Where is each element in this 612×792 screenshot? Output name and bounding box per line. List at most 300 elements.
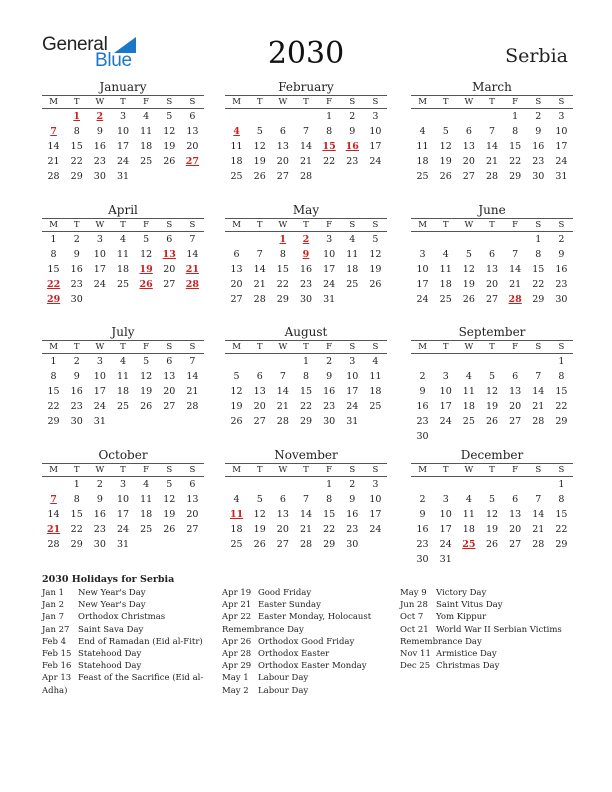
weekday-label: T — [442, 342, 449, 352]
day-cell: 24 — [116, 524, 130, 535]
month-july — [42, 324, 204, 429]
weekday-label: S — [372, 465, 379, 475]
day-cell: 5 — [488, 494, 496, 505]
day-cell — [504, 477, 527, 492]
week-row — [225, 232, 387, 247]
holiday-day: 13 — [162, 249, 176, 260]
day-cell: 23 — [93, 524, 106, 535]
day-cell: 26 — [253, 171, 266, 182]
day-cell: 20 — [186, 141, 199, 152]
day-cell: 22 — [299, 401, 313, 412]
day-cell: 29 — [276, 294, 289, 305]
day-cell: 27 — [462, 171, 475, 182]
day-cell — [135, 292, 158, 307]
day-cell: 2 — [558, 234, 565, 245]
holiday-day: 1 — [279, 234, 287, 245]
day-cell: 18 — [140, 509, 153, 520]
day-cell: 10 — [116, 494, 130, 505]
month-name: December — [460, 448, 524, 462]
day-cell: 5 — [166, 111, 173, 122]
day-cell: 7 — [535, 371, 542, 382]
day-cell: 6 — [465, 126, 472, 137]
day-cell: 31 — [555, 171, 568, 182]
weekday-label: F — [143, 97, 150, 107]
weekday-label: T — [73, 465, 80, 475]
day-cell: 17 — [116, 509, 130, 520]
holiday-date: May 1 — [222, 673, 249, 684]
weekday-label: T — [120, 97, 126, 107]
day-cell: 1 — [302, 356, 310, 367]
holiday-date: Apr 22 — [222, 612, 252, 623]
weekday-label: W — [278, 220, 288, 230]
day-cell: 20 — [163, 264, 176, 275]
day-cell: 11 — [140, 126, 153, 137]
day-cell: 13 — [509, 509, 522, 520]
holidays-title: 2030 Holidays for Serbia — [42, 574, 175, 585]
day-cell: 15 — [323, 509, 336, 520]
holiday-name: Orthodox Christmas — [78, 612, 166, 623]
day-cell: 5 — [488, 371, 496, 382]
weekday-label: W — [95, 220, 105, 230]
day-cell: 16 — [323, 386, 336, 397]
weekday-header — [42, 340, 204, 354]
holiday-date: Apr 29 — [222, 661, 252, 672]
day-cell: 29 — [70, 171, 83, 182]
week-row — [411, 354, 573, 369]
weekday-label: M — [418, 220, 427, 230]
month-april — [42, 202, 204, 307]
day-cell: 7 — [279, 371, 286, 382]
day-cell: 19 — [253, 524, 266, 535]
weekday-label: M — [49, 220, 58, 230]
day-cell: 12 — [140, 249, 153, 260]
day-cell: 13 — [163, 371, 176, 382]
day-cell: 1 — [326, 479, 333, 490]
day-cell: 4 — [465, 371, 472, 382]
weekday-label: S — [166, 342, 173, 352]
week-row — [225, 292, 387, 307]
weekday-label: M — [49, 465, 58, 475]
week-row — [411, 429, 573, 444]
day-cell: 31 — [346, 416, 359, 427]
day-cell — [181, 537, 204, 552]
week-row — [411, 414, 573, 429]
week-row — [225, 109, 387, 124]
weekday-label: M — [418, 97, 427, 107]
day-cell — [42, 109, 65, 124]
weekday-header — [225, 340, 387, 354]
day-cell: 7 — [189, 234, 196, 245]
holiday-name: Saint Vitus Day — [436, 600, 503, 611]
weekday-header — [225, 463, 387, 477]
day-cell: 23 — [323, 401, 336, 412]
week-row — [225, 399, 387, 414]
day-cell: 13 — [186, 494, 199, 505]
holiday-item — [400, 587, 570, 599]
day-cell: 6 — [233, 249, 240, 260]
month-may — [225, 202, 387, 307]
week-row — [225, 247, 387, 262]
week-row — [225, 522, 387, 537]
day-cell: 18 — [416, 156, 429, 167]
day-cell: 3 — [442, 371, 449, 382]
day-cell: 27 — [276, 171, 289, 182]
day-cell: 11 — [116, 249, 130, 260]
day-cell: 10 — [116, 126, 130, 137]
holiday-day: 26 — [139, 279, 153, 290]
holiday-name: Feast of the Sacrifice (Eid al-Adha) — [42, 673, 204, 696]
day-cell: 14 — [299, 509, 313, 520]
weekday-label: M — [232, 97, 241, 107]
day-cell — [158, 537, 181, 552]
day-cell: 18 — [116, 264, 130, 275]
weekday-label: T — [489, 342, 495, 352]
day-cell: 10 — [439, 509, 452, 520]
day-cell: 9 — [73, 371, 80, 382]
weekday-label: T — [256, 97, 263, 107]
day-cell: 2 — [349, 111, 356, 122]
holiday-name: New Year's Day — [78, 600, 146, 611]
holiday-name: Labour Day — [258, 673, 309, 684]
day-cell: 2 — [349, 479, 356, 490]
day-cell: 8 — [558, 371, 565, 382]
day-cell: 17 — [555, 141, 568, 152]
day-cell: 19 — [485, 401, 499, 412]
day-cell: 8 — [535, 249, 542, 260]
day-cell: 24 — [346, 401, 359, 412]
day-cell: 11 — [346, 249, 359, 260]
holiday-item — [42, 660, 212, 672]
holiday-day: 28 — [508, 294, 522, 305]
day-cell: 24 — [93, 401, 106, 412]
holiday-date: Apr 21 — [222, 600, 252, 611]
day-cell: 6 — [512, 371, 519, 382]
month-october — [42, 447, 204, 552]
day-cell: 18 — [230, 524, 243, 535]
day-cell: 11 — [230, 141, 243, 152]
day-cell: 5 — [143, 234, 150, 245]
day-cell — [457, 109, 480, 124]
holiday-name: Statehood Day — [78, 661, 142, 672]
holiday-name: Orthodox Easter Monday — [258, 661, 367, 672]
weekday-label: S — [372, 342, 379, 352]
holiday-item — [400, 648, 570, 660]
day-cell — [480, 552, 503, 567]
day-cell — [248, 354, 271, 369]
weekday-label: S — [558, 342, 565, 352]
weekday-label: S — [189, 220, 196, 230]
day-cell — [135, 169, 158, 184]
day-cell: 28 — [276, 416, 289, 427]
day-cell: 8 — [50, 371, 57, 382]
weekday-header — [411, 218, 573, 232]
week-row — [42, 154, 204, 169]
day-cell — [434, 354, 457, 369]
weekday-label: S — [535, 97, 542, 107]
day-cell — [480, 429, 503, 444]
day-cell — [271, 354, 294, 369]
day-cell: 11 — [462, 386, 475, 397]
week-row — [411, 292, 573, 307]
day-cell: 16 — [555, 264, 568, 275]
weekday-label: S — [189, 465, 196, 475]
day-cell: 31 — [439, 554, 452, 565]
weekday-label: T — [73, 342, 80, 352]
day-cell — [411, 109, 434, 124]
weekday-label: T — [256, 465, 263, 475]
day-cell: 24 — [323, 279, 336, 290]
day-cell: 11 — [116, 371, 130, 382]
logo-blue-text: Blue — [95, 50, 132, 71]
week-row — [225, 124, 387, 139]
holiday-day: 19 — [139, 264, 153, 275]
day-cell: 22 — [47, 401, 60, 412]
holiday-name: Armistice Day — [436, 649, 497, 660]
holiday-date: Oct 7 — [400, 612, 424, 623]
day-cell: 24 — [116, 156, 130, 167]
weekday-label: W — [95, 342, 105, 352]
day-cell: 13 — [186, 126, 199, 137]
holiday-item — [222, 660, 392, 672]
day-cell: 30 — [93, 171, 106, 182]
day-cell: 28 — [299, 171, 313, 182]
day-cell: 4 — [372, 356, 379, 367]
day-cell: 26 — [485, 539, 499, 550]
day-cell: 3 — [372, 111, 379, 122]
week-row — [225, 154, 387, 169]
weekday-label: S — [166, 465, 173, 475]
holiday-date: Feb 15 — [42, 649, 72, 660]
holiday-date: Jun 28 — [400, 600, 428, 611]
country-name: Serbia — [505, 45, 568, 67]
holiday-day: 21 — [185, 264, 200, 275]
day-cell: 6 — [189, 111, 196, 122]
day-cell: 28 — [47, 171, 60, 182]
day-cell: 26 — [253, 539, 266, 550]
day-cell — [504, 552, 527, 567]
weekday-label: F — [326, 220, 333, 230]
day-cell: 12 — [439, 141, 452, 152]
day-cell: 13 — [509, 386, 522, 397]
day-cell: 22 — [532, 279, 545, 290]
day-cell: 15 — [276, 264, 289, 275]
day-cell: 30 — [299, 294, 313, 305]
week-row — [42, 292, 204, 307]
day-cell: 30 — [93, 539, 106, 550]
day-cell: 18 — [140, 141, 153, 152]
day-cell: 6 — [488, 249, 496, 260]
day-cell: 30 — [416, 431, 429, 442]
day-cell: 13 — [253, 386, 266, 397]
holiday-name: World War II Serbian Victims Remembrance Day — [400, 624, 562, 647]
day-cell: 9 — [349, 494, 356, 505]
day-cell — [225, 477, 248, 492]
month-august — [225, 324, 387, 429]
day-cell: 29 — [555, 416, 568, 427]
day-cell — [527, 429, 550, 444]
day-cell — [88, 292, 111, 307]
day-cell — [271, 109, 294, 124]
day-cell: 18 — [462, 401, 475, 412]
day-cell: 30 — [416, 554, 429, 565]
day-cell — [225, 354, 248, 369]
day-cell: 7 — [189, 356, 196, 367]
holiday-item — [400, 624, 570, 648]
day-cell: 17 — [346, 386, 359, 397]
day-cell — [550, 429, 573, 444]
day-cell — [225, 232, 248, 247]
day-cell: 3 — [442, 494, 449, 505]
day-cell: 25 — [439, 294, 452, 305]
day-cell — [158, 169, 181, 184]
holiday-date: Apr 26 — [222, 636, 252, 647]
week-row — [225, 354, 387, 369]
day-cell: 4 — [143, 111, 150, 122]
day-cell: 5 — [442, 126, 449, 137]
day-cell: 5 — [166, 479, 173, 490]
weekday-label: F — [326, 342, 333, 352]
holiday-name: Christmas Day — [436, 661, 500, 672]
weekday-label: T — [442, 220, 449, 230]
day-cell: 2 — [326, 356, 333, 367]
weekday-label: W — [464, 97, 474, 107]
week-row — [225, 262, 387, 277]
day-cell — [364, 537, 387, 552]
weekday-label: S — [349, 97, 356, 107]
day-cell — [480, 232, 503, 247]
week-row — [42, 414, 204, 429]
week-row — [42, 124, 204, 139]
day-cell: 3 — [419, 249, 426, 260]
day-cell: 3 — [119, 111, 127, 122]
holiday-day: 7 — [50, 126, 57, 137]
weekday-label: S — [189, 342, 196, 352]
week-row — [411, 124, 573, 139]
holiday-date: Apr 19 — [222, 588, 252, 598]
day-cell: 21 — [186, 386, 199, 397]
day-cell — [457, 477, 480, 492]
day-cell: 12 — [369, 249, 382, 260]
day-cell: 9 — [419, 386, 426, 397]
day-cell: 13 — [485, 264, 499, 275]
day-cell: 14 — [47, 141, 60, 152]
week-row — [411, 232, 573, 247]
holiday-item — [222, 685, 392, 697]
day-cell: 23 — [555, 279, 568, 290]
day-cell: 27 — [509, 416, 522, 427]
day-cell: 15 — [70, 141, 83, 152]
day-cell — [434, 232, 457, 247]
day-cell — [271, 477, 294, 492]
day-cell: 10 — [323, 249, 336, 260]
day-cell: 14 — [47, 509, 60, 520]
day-cell: 15 — [555, 386, 568, 397]
holiday-item — [42, 599, 212, 611]
week-row — [42, 507, 204, 522]
day-cell — [434, 109, 457, 124]
day-cell: 31 — [93, 416, 106, 427]
month-name: May — [292, 203, 320, 217]
holiday-item — [400, 660, 570, 672]
day-cell: 25 — [369, 401, 382, 412]
day-cell: 1 — [512, 111, 519, 122]
day-cell: 13 — [276, 141, 289, 152]
day-cell: 9 — [558, 249, 565, 260]
weekday-label: T — [73, 220, 80, 230]
day-cell: 4 — [465, 494, 472, 505]
day-cell: 2 — [419, 371, 426, 382]
day-cell — [364, 414, 387, 429]
weekday-label: S — [349, 342, 356, 352]
weekday-label: M — [232, 342, 241, 352]
week-row — [42, 522, 204, 537]
week-row — [225, 414, 387, 429]
holiday-name: Easter Sunday — [258, 600, 321, 611]
day-cell: 18 — [439, 279, 452, 290]
day-cell — [411, 354, 434, 369]
weekday-header — [42, 218, 204, 232]
weekday-label: F — [512, 465, 519, 475]
day-cell: 7 — [512, 249, 519, 260]
day-cell: 7 — [256, 249, 263, 260]
weekday-label: T — [256, 220, 263, 230]
day-cell: 19 — [439, 156, 452, 167]
day-cell: 19 — [369, 264, 382, 275]
day-cell: 21 — [485, 156, 499, 167]
holiday-day: 4 — [233, 126, 240, 137]
day-cell: 3 — [119, 479, 127, 490]
holiday-item — [400, 599, 570, 611]
day-cell: 22 — [276, 279, 289, 290]
day-cell: 13 — [462, 141, 475, 152]
weekday-label: T — [120, 465, 126, 475]
day-cell: 5 — [256, 126, 263, 137]
day-cell: 17 — [416, 279, 429, 290]
day-cell: 15 — [299, 386, 313, 397]
day-cell: 14 — [253, 264, 266, 275]
day-cell: 4 — [143, 479, 150, 490]
holiday-date: Feb 16 — [42, 661, 72, 672]
holiday-day: 22 — [46, 279, 61, 290]
day-cell: 17 — [439, 401, 452, 412]
day-cell: 8 — [512, 126, 519, 137]
holiday-item — [42, 636, 212, 648]
week-row — [411, 277, 573, 292]
week-row — [225, 477, 387, 492]
day-cell: 4 — [233, 494, 240, 505]
weekday-label: S — [166, 97, 173, 107]
day-cell: 26 — [462, 294, 475, 305]
day-cell: 20 — [276, 524, 289, 535]
day-cell — [294, 477, 317, 492]
day-cell: 18 — [462, 524, 475, 535]
weekday-label: S — [535, 342, 542, 352]
weekday-label: W — [464, 220, 474, 230]
day-cell: 27 — [163, 279, 176, 290]
week-row — [411, 537, 573, 552]
weekday-label: T — [303, 342, 309, 352]
holiday-day: 11 — [229, 509, 244, 520]
day-cell: 4 — [442, 249, 449, 260]
day-cell: 25 — [230, 539, 243, 550]
day-cell — [504, 232, 527, 247]
day-cell: 22 — [70, 524, 83, 535]
weekday-label: T — [303, 220, 309, 230]
day-cell: 19 — [140, 386, 153, 397]
day-cell: 25 — [116, 401, 130, 412]
week-row — [411, 477, 573, 492]
day-cell: 17 — [93, 264, 106, 275]
